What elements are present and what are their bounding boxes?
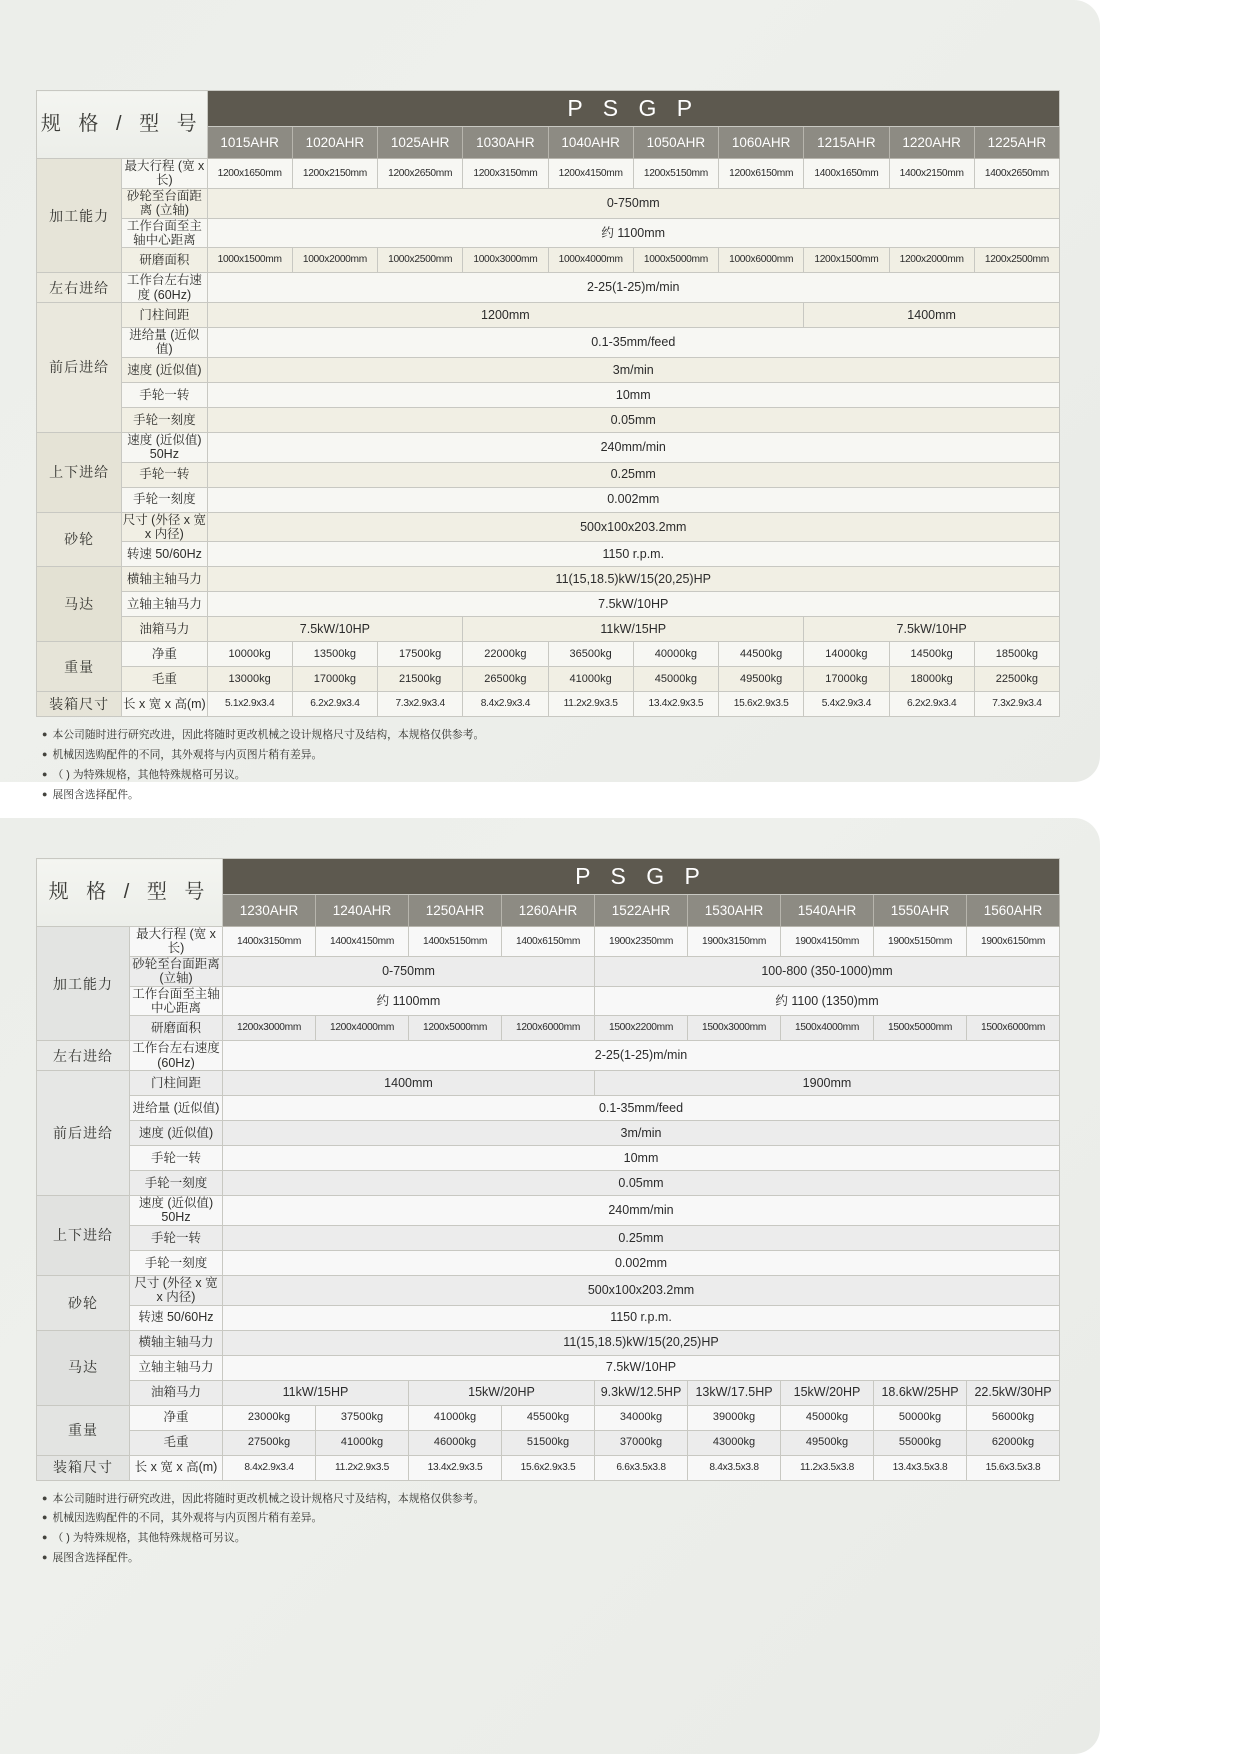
footnote-text: （ ) 为特殊规格，其他特殊规格可另议。	[52, 1532, 246, 1545]
table-row	[37, 567, 1060, 592]
model-header-1060AHR: 1060AHR	[719, 126, 804, 158]
spec-value: 1900x4150mm	[781, 927, 874, 957]
spec-value: 1000x6000mm	[719, 248, 804, 273]
spec-value: 41000kg	[409, 1405, 502, 1430]
spec-value: 1200x5000mm	[409, 1016, 502, 1041]
table-row	[37, 248, 1060, 273]
spec-value: 44500kg	[719, 642, 804, 667]
table-row	[37, 1146, 1060, 1171]
bullet-icon: ●	[42, 1512, 48, 1523]
spec-value: 1000x2000mm	[292, 248, 377, 273]
table-row	[37, 927, 1060, 957]
spec-value-span: 0.1-35mm/feed	[207, 328, 1060, 358]
model-header-1020AHR: 1020AHR	[292, 126, 377, 158]
table-row	[37, 1121, 1060, 1146]
table-row	[37, 382, 1060, 407]
spec-value-span: 0.05mm	[223, 1171, 1060, 1196]
group-label-上下进给: 上下进给	[37, 432, 122, 512]
spec-value-span: 1200mm	[207, 303, 804, 328]
table-row	[37, 357, 1060, 382]
spec-value: 1500x4000mm	[781, 1016, 874, 1041]
spec-label: 最大行程 (宽 x 长)	[130, 927, 223, 957]
spec-value: 1400x2650mm	[974, 159, 1059, 189]
spec-value-span: 11(15,18.5)kW/15(20,25)HP	[223, 1330, 1060, 1355]
spec-value: 11.2x2.9x3.5	[548, 692, 633, 717]
table-row	[37, 1096, 1060, 1121]
table-row	[37, 1305, 1060, 1330]
spec-value: 7.3x2.9x3.4	[378, 692, 463, 717]
spec-value: 8.4x2.9x3.4	[463, 692, 548, 717]
table-row	[37, 956, 1060, 986]
spec-label: 手轮一刻度	[122, 407, 207, 432]
spec-value-span: 9.3kW/12.5HP	[595, 1380, 688, 1405]
spec-value-span: 1900mm	[595, 1071, 1060, 1096]
spec-value: 23000kg	[223, 1405, 316, 1430]
table-row	[37, 986, 1060, 1016]
model-header-1550AHR: 1550AHR	[874, 894, 967, 926]
group-label-马达: 马达	[37, 567, 122, 642]
spec-value: 1400x6150mm	[502, 927, 595, 957]
spec-value-span: 1400mm	[223, 1071, 595, 1096]
group-label-装箱尺寸: 装箱尺寸	[37, 692, 122, 717]
spec-value: 49500kg	[781, 1430, 874, 1455]
spec-table	[36, 90, 1060, 717]
table-row	[37, 1405, 1060, 1430]
spec-value: 34000kg	[595, 1405, 688, 1430]
model-header-1225AHR: 1225AHR	[974, 126, 1059, 158]
bullet-icon: ●	[42, 789, 48, 800]
model-header-1250AHR: 1250AHR	[409, 894, 502, 926]
spec-value: 17500kg	[378, 642, 463, 667]
spec-label: 立轴主轴马力	[122, 592, 207, 617]
spec-value: 17000kg	[804, 667, 889, 692]
spec-value: 7.3x2.9x3.4	[974, 692, 1059, 717]
spec-value-span: 7.5kW/10HP	[804, 617, 1060, 642]
spec-value-span: 0.002mm	[207, 487, 1060, 512]
spec-label: 毛重	[130, 1430, 223, 1455]
group-label-加工能力: 加工能力	[37, 159, 122, 273]
group-label-砂轮: 砂轮	[37, 1275, 130, 1330]
spec-label: 转速 50/60Hz	[130, 1305, 223, 1330]
spec-value: 22000kg	[463, 642, 548, 667]
spec-value-span: 500x100x203.2mm	[223, 1275, 1060, 1305]
spec-value: 1000x1500mm	[207, 248, 292, 273]
footnote-item	[42, 1509, 1060, 1529]
spec-value-span: 0.1-35mm/feed	[223, 1096, 1060, 1121]
spec-value: 5.1x2.9x3.4	[207, 692, 292, 717]
model-header-1040AHR: 1040AHR	[548, 126, 633, 158]
footnotes-2	[42, 1490, 1060, 1570]
spec-value: 50000kg	[874, 1405, 967, 1430]
spec-label: 净重	[122, 642, 207, 667]
model-header-1530AHR: 1530AHR	[688, 894, 781, 926]
spec-value: 45000kg	[633, 667, 718, 692]
model-header-1050AHR: 1050AHR	[633, 126, 718, 158]
spec-value: 45000kg	[781, 1405, 874, 1430]
footnote-item	[42, 766, 1060, 786]
footnote-text: 机械因选购配件的不同，其外观将与内页图片稍有差异。	[52, 1512, 323, 1525]
spec-value: 1500x5000mm	[874, 1016, 967, 1041]
spec-value-span: 240mm/min	[207, 432, 1060, 462]
spec-value-span: 7.5kW/10HP	[207, 617, 463, 642]
spec-value-span: 1150 r.p.m.	[207, 542, 1060, 567]
spec-table	[36, 858, 1060, 1481]
spec-value: 15.6x2.9x3.5	[502, 1455, 595, 1480]
footnote-text: 本公司随时进行研究改进，因此将随时更改机械之设计规格尺寸及结构，本规格仅供参考。	[52, 1492, 485, 1505]
sheet-2-content	[36, 858, 1060, 1569]
model-header-1215AHR: 1215AHR	[804, 126, 889, 158]
spec-value: 8.4x2.9x3.4	[223, 1455, 316, 1480]
spec-value: 5.4x2.9x3.4	[804, 692, 889, 717]
spec-value: 55000kg	[874, 1430, 967, 1455]
spec-value: 41000kg	[548, 667, 633, 692]
table-row	[37, 1196, 1060, 1226]
table-row	[37, 273, 1060, 303]
table-row	[37, 303, 1060, 328]
spec-value: 15.6x3.5x3.8	[967, 1455, 1060, 1480]
spec-value-span: 约 1100mm	[207, 218, 1060, 248]
spec-title-cell: 规 格 / 型 号	[37, 91, 208, 159]
table-row	[37, 592, 1060, 617]
spec-value: 1500x6000mm	[967, 1016, 1060, 1041]
spec-value-span: 约 1100mm	[223, 986, 595, 1016]
spec-value: 27500kg	[223, 1430, 316, 1455]
table-row	[37, 462, 1060, 487]
table-row	[37, 1455, 1060, 1480]
table-row	[37, 1430, 1060, 1455]
table-row	[37, 188, 1060, 218]
spec-value: 1200x2150mm	[292, 159, 377, 189]
spec-label: 净重	[130, 1405, 223, 1430]
spec-value: 1000x2500mm	[378, 248, 463, 273]
footnote-text: （ ) 为特殊规格，其他特殊规格可另议。	[52, 769, 246, 782]
spec-label: 工作台左右速度 (60Hz)	[130, 1041, 223, 1071]
spec-value: 1200x1650mm	[207, 159, 292, 189]
spec-value: 6.2x2.9x3.4	[292, 692, 377, 717]
spec-value: 1000x5000mm	[633, 248, 718, 273]
spec-table-1-container	[36, 90, 1060, 717]
table-header-brand-row	[37, 859, 1060, 895]
spec-value-span: 0.25mm	[207, 462, 1060, 487]
footnote-item	[42, 786, 1060, 806]
spec-label: 速度 (近似值)	[130, 1121, 223, 1146]
spec-label: 进给量 (近似值)	[122, 328, 207, 358]
spec-value-span: 1150 r.p.m.	[223, 1305, 1060, 1330]
spec-value: 1400x4150mm	[316, 927, 409, 957]
spec-value: 62000kg	[967, 1430, 1060, 1455]
spec-value-span: 约 1100 (1350)mm	[595, 986, 1060, 1016]
spec-value: 36500kg	[548, 642, 633, 667]
spec-label: 手轮一刻度	[130, 1250, 223, 1275]
bullet-icon: ●	[42, 1492, 48, 1503]
group-label-马达: 马达	[37, 1330, 130, 1405]
spec-value: 1400x2150mm	[889, 159, 974, 189]
spec-label: 手轮一刻度	[122, 487, 207, 512]
table-row	[37, 692, 1060, 717]
spec-label: 速度 (近似值) 50Hz	[130, 1196, 223, 1226]
spec-value: 11.2x2.9x3.5	[316, 1455, 409, 1480]
spec-value: 1900x5150mm	[874, 927, 967, 957]
spec-value: 1200x2650mm	[378, 159, 463, 189]
spec-value: 37500kg	[316, 1405, 409, 1430]
spec-label: 立轴主轴马力	[130, 1355, 223, 1380]
spec-label: 手轮一转	[122, 462, 207, 487]
spec-value: 6.2x2.9x3.4	[889, 692, 974, 717]
spec-title-cell: 规 格 / 型 号	[37, 859, 223, 927]
spec-value: 37000kg	[595, 1430, 688, 1455]
spec-value-span: 10mm	[207, 382, 1060, 407]
spec-value: 1500x2200mm	[595, 1016, 688, 1041]
spec-value: 18500kg	[974, 642, 1059, 667]
table-row	[37, 1171, 1060, 1196]
spec-value: 11.2x3.5x3.8	[781, 1455, 874, 1480]
table-row	[37, 432, 1060, 462]
brand-title: P S G P	[223, 859, 1060, 895]
table-row	[37, 159, 1060, 189]
group-label-前后进给: 前后进给	[37, 1071, 130, 1196]
spec-table-2-container	[36, 858, 1060, 1481]
spec-label: 工作台面至主轴中心距离	[130, 986, 223, 1016]
model-header-1540AHR: 1540AHR	[781, 894, 874, 926]
spec-value: 17000kg	[292, 667, 377, 692]
spec-value-span: 10mm	[223, 1146, 1060, 1171]
spec-value-span: 0.25mm	[223, 1225, 1060, 1250]
spec-label: 尺寸 (外径 x 宽 x 内径)	[130, 1275, 223, 1305]
spec-value-span: 1400mm	[804, 303, 1060, 328]
sheet-1-content	[36, 90, 1060, 806]
model-header-1240AHR: 1240AHR	[316, 894, 409, 926]
group-label-加工能力: 加工能力	[37, 927, 130, 1041]
spec-value: 1200x6000mm	[502, 1016, 595, 1041]
table-row	[37, 1330, 1060, 1355]
spec-value: 1400x5150mm	[409, 927, 502, 957]
spec-value: 1000x3000mm	[463, 248, 548, 273]
spec-value-span: 2-25(1-25)m/min	[207, 273, 1060, 303]
spec-value: 1200x3150mm	[463, 159, 548, 189]
model-header-1260AHR: 1260AHR	[502, 894, 595, 926]
footnote-text: 机械因选购配件的不同，其外观将与内页图片稍有差异。	[52, 749, 323, 762]
spec-value: 1200x2000mm	[889, 248, 974, 273]
spec-label: 毛重	[122, 667, 207, 692]
footnote-text: 展图含选择配件。	[52, 1552, 139, 1565]
footnote-item	[42, 1529, 1060, 1549]
spec-label: 尺寸 (外径 x 宽 x 内径)	[122, 512, 207, 541]
footnote-item	[42, 746, 1060, 766]
table-row	[37, 512, 1060, 542]
model-header-1230AHR: 1230AHR	[223, 894, 316, 926]
spec-value: 41000kg	[316, 1430, 409, 1455]
spec-value: 1200x1500mm	[804, 248, 889, 273]
spec-value: 13.4x2.9x3.5	[409, 1455, 502, 1480]
spec-value: 6.6x3.5x3.8	[595, 1455, 688, 1480]
table-row	[37, 1355, 1060, 1380]
spec-value: 1000x4000mm	[548, 248, 633, 273]
spec-value: 14500kg	[889, 642, 974, 667]
model-header-1560AHR: 1560AHR	[967, 894, 1060, 926]
table-row	[37, 1275, 1060, 1305]
model-header-1030AHR: 1030AHR	[463, 126, 548, 158]
spec-label: 研磨面积	[122, 248, 207, 273]
table-row	[37, 1250, 1060, 1275]
model-header-1025AHR: 1025AHR	[378, 126, 463, 158]
spec-sheet-2	[0, 818, 1100, 1754]
bullet-icon: ●	[42, 1552, 48, 1563]
table-row	[37, 1380, 1060, 1405]
group-label-重量: 重量	[37, 1405, 130, 1455]
spec-value-span: 22.5kW/30HP	[967, 1380, 1060, 1405]
spec-value: 22500kg	[974, 667, 1059, 692]
spec-value-span: 15kW/20HP	[409, 1380, 595, 1405]
spec-value: 1200x6150mm	[719, 159, 804, 189]
spec-value: 10000kg	[207, 642, 292, 667]
spec-value-span: 100-800 (350-1000)mm	[595, 956, 1060, 986]
spec-value: 13.4x3.5x3.8	[874, 1455, 967, 1480]
spec-label: 工作台面至主轴中心距离	[122, 218, 207, 248]
spec-label: 最大行程 (宽 x 长)	[122, 159, 207, 189]
spec-value: 1900x2350mm	[595, 927, 688, 957]
spec-label: 手轮一转	[122, 382, 207, 407]
spec-value: 8.4x3.5x3.8	[688, 1455, 781, 1480]
spec-value-span: 11kW/15HP	[223, 1380, 409, 1405]
spec-value: 51500kg	[502, 1430, 595, 1455]
spec-label: 研磨面积	[130, 1016, 223, 1041]
table-row	[37, 542, 1060, 567]
spec-value: 1500x3000mm	[688, 1016, 781, 1041]
spec-value: 13500kg	[292, 642, 377, 667]
bullet-icon: ●	[42, 729, 48, 740]
table-header-brand-row	[37, 91, 1060, 127]
table-row	[37, 667, 1060, 692]
spec-value-span: 11(15,18.5)kW/15(20,25)HP	[207, 567, 1060, 592]
spec-label: 长 x 宽 x 高(m)	[122, 692, 207, 717]
model-header-1522AHR: 1522AHR	[595, 894, 688, 926]
spec-value: 1200x2500mm	[974, 248, 1059, 273]
spec-label: 转速 50/60Hz	[122, 542, 207, 567]
group-label-上下进给: 上下进给	[37, 1196, 130, 1276]
spec-label: 手轮一转	[130, 1146, 223, 1171]
group-label-左右进给: 左右进给	[37, 1041, 130, 1071]
spec-value-span: 7.5kW/10HP	[223, 1355, 1060, 1380]
footnote-item	[42, 726, 1060, 746]
table-row	[37, 617, 1060, 642]
spec-value: 1900x6150mm	[967, 927, 1060, 957]
spec-label: 手轮一刻度	[130, 1171, 223, 1196]
spec-value-span: 3m/min	[207, 357, 1060, 382]
spec-label: 横轴主轴马力	[130, 1330, 223, 1355]
spec-value: 21500kg	[378, 667, 463, 692]
spec-value-span: 0.05mm	[207, 407, 1060, 432]
spec-value: 13000kg	[207, 667, 292, 692]
spec-label: 工作台左右速度 (60Hz)	[122, 273, 207, 303]
spec-label: 门柱间距	[130, 1071, 223, 1096]
bullet-icon: ●	[42, 1532, 48, 1543]
spec-value-span: 0-750mm	[223, 956, 595, 986]
spec-value: 13.4x2.9x3.5	[633, 692, 718, 717]
spec-value-span: 18.6kW/25HP	[874, 1380, 967, 1405]
footnote-item	[42, 1490, 1060, 1510]
spec-value-span: 2-25(1-25)m/min	[223, 1041, 1060, 1071]
table-row	[37, 328, 1060, 358]
spec-value: 39000kg	[688, 1405, 781, 1430]
spec-value-span: 0.002mm	[223, 1250, 1060, 1275]
footnote-text: 本公司随时进行研究改进，因此将随时更改机械之设计规格尺寸及结构，本规格仅供参考。	[52, 729, 485, 742]
spec-value-span: 240mm/min	[223, 1196, 1060, 1226]
footnote-item	[42, 1549, 1060, 1569]
spec-value-span: 500x100x203.2mm	[207, 512, 1060, 542]
table-row	[37, 407, 1060, 432]
spec-value-span: 3m/min	[223, 1121, 1060, 1146]
spec-value: 18000kg	[889, 667, 974, 692]
spec-value: 1200x5150mm	[633, 159, 718, 189]
group-label-重量: 重量	[37, 642, 122, 692]
spec-value: 43000kg	[688, 1430, 781, 1455]
spec-value-span: 13kW/17.5HP	[688, 1380, 781, 1405]
spec-label: 速度 (近似值)	[122, 357, 207, 382]
spec-value: 1400x1650mm	[804, 159, 889, 189]
spec-value: 1200x4000mm	[316, 1016, 409, 1041]
table-row	[37, 642, 1060, 667]
spec-value-span: 0-750mm	[207, 188, 1060, 218]
spec-label: 砂轮至台面距离 (立轴)	[130, 956, 223, 986]
footnote-text: 展图含选择配件。	[52, 789, 139, 802]
spec-label: 门柱间距	[122, 303, 207, 328]
spec-label: 速度 (近似值) 50Hz	[122, 432, 207, 462]
spec-value: 45500kg	[502, 1405, 595, 1430]
table-row	[37, 1016, 1060, 1041]
table-row	[37, 1041, 1060, 1071]
spec-value: 40000kg	[633, 642, 718, 667]
spec-label: 手轮一转	[130, 1225, 223, 1250]
spec-label: 油箱马力	[130, 1380, 223, 1405]
table-row	[37, 1225, 1060, 1250]
table-row	[37, 218, 1060, 248]
spec-value: 46000kg	[409, 1430, 502, 1455]
table-row	[37, 487, 1060, 512]
spec-value: 1200x4150mm	[548, 159, 633, 189]
spec-label: 长 x 宽 x 高(m)	[130, 1455, 223, 1480]
table-row	[37, 1071, 1060, 1096]
spec-value: 1400x3150mm	[223, 927, 316, 957]
spec-sheet-1	[0, 0, 1100, 802]
spec-value-span: 11kW/15HP	[463, 617, 804, 642]
spec-value: 56000kg	[967, 1405, 1060, 1430]
spec-label: 砂轮至台面距离 (立轴)	[122, 188, 207, 218]
spec-value: 26500kg	[463, 667, 548, 692]
group-label-左右进给: 左右进给	[37, 273, 122, 303]
spec-value-span: 15kW/20HP	[781, 1380, 874, 1405]
brand-title: P S G P	[207, 91, 1060, 127]
spec-value: 14000kg	[804, 642, 889, 667]
spec-label: 进给量 (近似值)	[130, 1096, 223, 1121]
spec-value: 49500kg	[719, 667, 804, 692]
spec-label: 横轴主轴马力	[122, 567, 207, 592]
model-header-1220AHR: 1220AHR	[889, 126, 974, 158]
group-label-砂轮: 砂轮	[37, 512, 122, 567]
group-label-装箱尺寸: 装箱尺寸	[37, 1455, 130, 1480]
group-label-前后进给: 前后进给	[37, 303, 122, 433]
spec-value: 1200x3000mm	[223, 1016, 316, 1041]
spec-value: 15.6x2.9x3.5	[719, 692, 804, 717]
spec-label: 油箱马力	[122, 617, 207, 642]
model-header-1015AHR: 1015AHR	[207, 126, 292, 158]
bullet-icon: ●	[42, 769, 48, 780]
spec-value: 1900x3150mm	[688, 927, 781, 957]
spec-value-span: 7.5kW/10HP	[207, 592, 1060, 617]
footnotes-1	[42, 726, 1060, 806]
bullet-icon: ●	[42, 749, 48, 760]
